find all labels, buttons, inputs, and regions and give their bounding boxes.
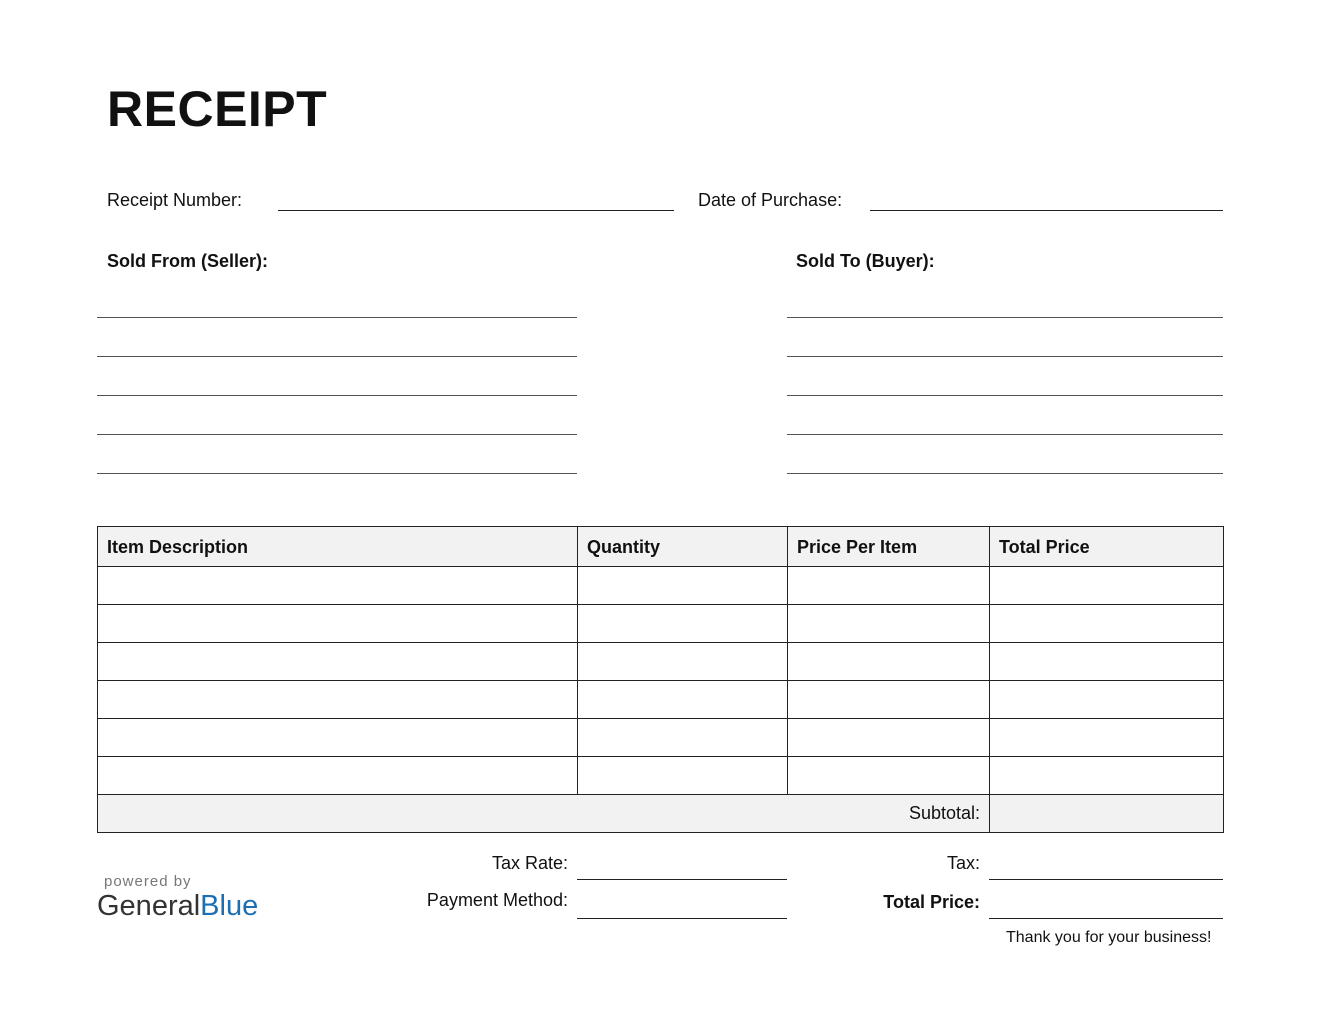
buyer-line-5[interactable] [787,473,1223,474]
cell-item-description[interactable] [98,681,578,719]
buyer-line-3[interactable] [787,395,1223,396]
cell-item-description[interactable] [98,643,578,681]
tax-label: Tax: [946,853,980,873]
cell-quantity[interactable] [578,719,788,757]
buyer-label: Sold To (Buyer): [796,251,935,271]
column-header-quantity: Quantity [578,527,788,567]
table-row [98,757,1224,795]
cell-quantity[interactable] [578,605,788,643]
date-of-purchase-field[interactable] [870,210,1223,211]
generalblue-logo[interactable] [97,892,258,921]
page-title: RECEIPT [107,81,328,137]
cell-item-description[interactable] [98,605,578,643]
cell-quantity[interactable] [578,757,788,795]
seller-line-3[interactable] [97,395,577,396]
cell-price-per-item[interactable] [788,719,990,757]
cell-price-per-item[interactable] [788,681,990,719]
cell-price-per-item[interactable] [788,567,990,605]
table-row [98,567,1224,605]
payment-method-field[interactable] [577,918,787,919]
cell-total-price[interactable] [990,605,1224,643]
total-price-field[interactable] [989,918,1223,919]
cell-total-price[interactable] [990,719,1224,757]
buyer-line-4[interactable] [787,434,1223,435]
cell-total-price[interactable] [990,643,1224,681]
cell-item-description[interactable] [98,719,578,757]
total-price-label: Total Price: [883,892,980,912]
column-header-total-price: Total Price [990,527,1224,567]
cell-price-per-item[interactable] [788,757,990,795]
seller-line-2[interactable] [97,356,577,357]
table-header-row [98,527,1224,567]
receipt-number-field[interactable] [278,210,674,211]
cell-quantity[interactable] [578,681,788,719]
cell-total-price[interactable] [990,567,1224,605]
cell-item-description[interactable] [98,757,578,795]
seller-label: Sold From (Seller): [107,251,269,271]
buyer-line-2[interactable] [787,356,1223,357]
buyer-line-1[interactable] [787,317,1223,318]
cell-price-per-item[interactable] [788,643,990,681]
cell-quantity[interactable] [578,567,788,605]
tax-field[interactable] [989,879,1223,880]
column-header-price-per-item: Price Per Item [788,527,990,567]
cell-item-description[interactable] [98,567,578,605]
logo-blue-text: Blue [200,890,259,922]
receipt-number-label: Receipt Number: [107,190,243,210]
logo-general-text: General [97,890,201,922]
subtotal-label: Subtotal: [98,795,990,833]
table-row [98,605,1224,643]
powered-by-text: powered by [104,873,192,890]
seller-line-5[interactable] [97,473,577,474]
cell-price-per-item[interactable] [788,605,990,643]
seller-line-1[interactable] [97,317,577,318]
subtotal-value[interactable] [990,795,1224,833]
tax-rate-field[interactable] [577,879,787,880]
date-of-purchase-label: Date of Purchase: [698,190,843,210]
table-row [98,643,1224,681]
column-header-item-description: Item Description [98,527,578,567]
cell-total-price[interactable] [990,681,1224,719]
cell-quantity[interactable] [578,643,788,681]
tax-rate-label: Tax Rate: [491,853,568,873]
cell-total-price[interactable] [990,757,1224,795]
thank-you-note: Thank you for your business! [1006,929,1212,946]
payment-method-label: Payment Method: [426,890,568,910]
seller-line-4[interactable] [97,434,577,435]
subtotal-row [98,795,1224,833]
table-row [98,719,1224,757]
table-row [98,681,1224,719]
items-table [97,526,1224,833]
